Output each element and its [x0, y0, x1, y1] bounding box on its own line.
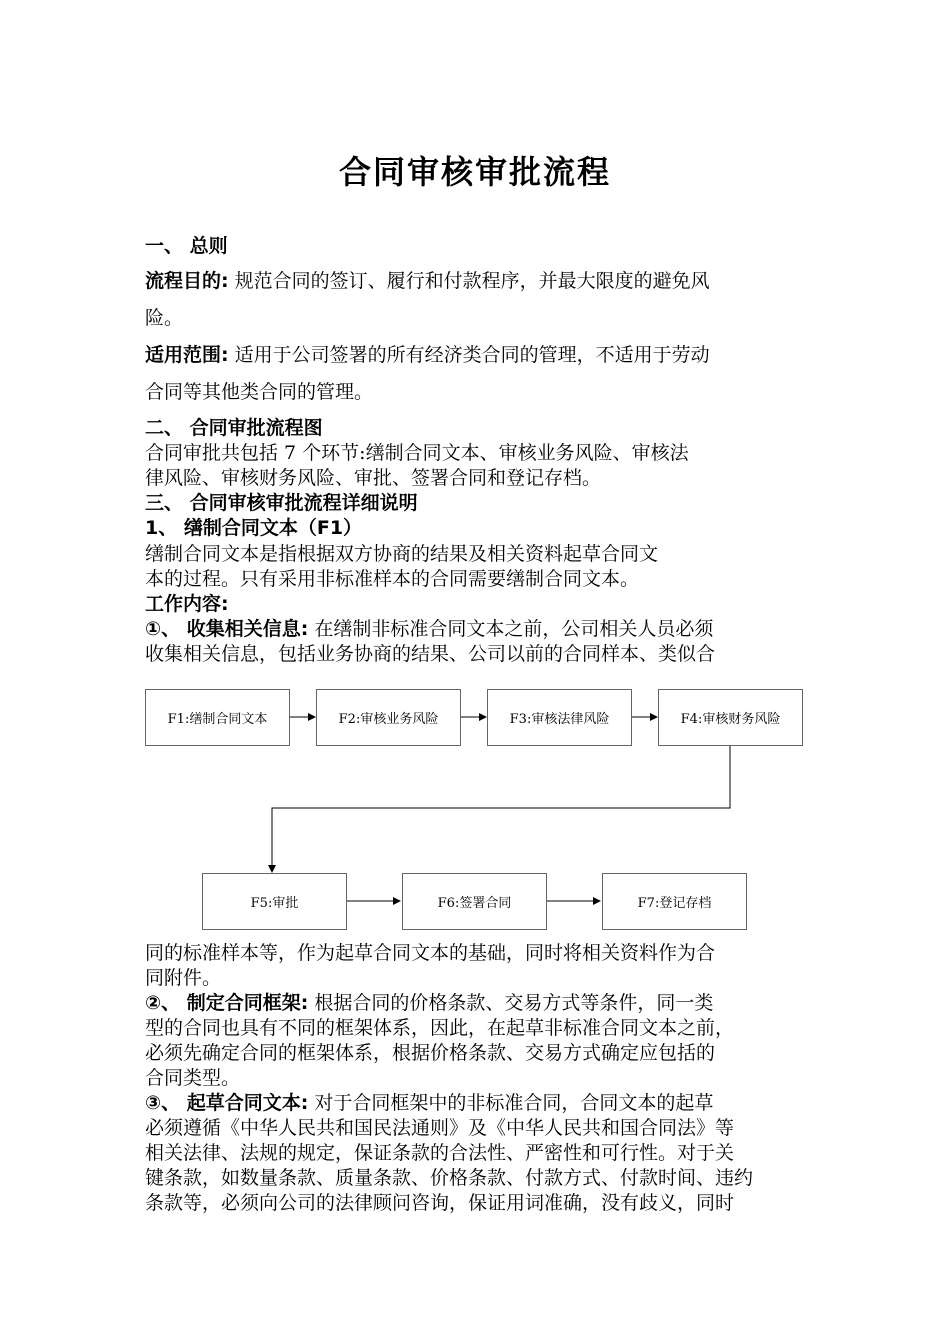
section-2-text-2: 律风险、审核财务风险、审批、签署合同和登记存档。: [145, 467, 602, 489]
arrow-f4-f5: [272, 745, 730, 872]
subsection-1-heading: 1、 缮制合同文本（F1）: [145, 517, 363, 539]
flow-box-f2: F2:审核业务风险: [316, 689, 461, 746]
purpose-line-2: 险。: [145, 307, 184, 329]
work-content-label: 工作内容:: [145, 593, 229, 615]
item-3-text: 对于合同框架中的非标准合同，合同文本的起草: [308, 1092, 714, 1114]
item-2-line-4: 合同类型。: [145, 1067, 241, 1089]
item-1-line-4: 同附件。: [145, 967, 222, 989]
scope-line-1: [145, 342, 815, 368]
item-1-label: ①、 收集相关信息:: [145, 618, 309, 640]
section-3-heading: 三、 合同审核审批流程详细说明: [145, 492, 418, 514]
flow-box-f1: F1:缮制合同文本: [145, 689, 290, 746]
scope-line-2: 合同等其他类合同的管理。: [145, 381, 374, 403]
item-2-line-2: 型的合同也具有不同的框架体系，因此，在起草非标准合同文本之前，: [145, 1017, 735, 1039]
section-2-heading: 二、 合同审批流程图: [145, 417, 323, 439]
scope-text: 适用于公司签署的所有经济类合同的管理，不适用于劳动: [228, 344, 710, 366]
flow-box-f6: F6:签署合同: [402, 873, 547, 930]
flow-box-f7: F7:登记存档: [602, 873, 747, 930]
scope-label: 适用范围:: [145, 344, 229, 366]
purpose-label: 流程目的:: [145, 270, 229, 292]
subsection-1-text-2: 本的过程。只有采用非标准样本的合同需要缮制合同文本。: [145, 568, 640, 590]
flow-box-f4: F4:审核财务风险: [658, 689, 803, 746]
item-1-text: 在缮制非标准合同文本之前，公司相关人员必须: [308, 618, 714, 640]
item-1-line-3: 同的标准样本等，作为起草合同文本的基础，同时将相关资料作为合: [145, 942, 716, 964]
purpose-line-1: [145, 268, 815, 294]
item-2-label: ②、 制定合同框架:: [145, 992, 309, 1014]
item-2-line-1: [145, 990, 815, 1016]
item-2-text: 根据合同的价格条款、交易方式等条件，同一类: [308, 992, 714, 1014]
section-2-text-1: 合同审批共包括 7 个环节:缮制合同文本、审核业务风险、审核法: [145, 442, 689, 464]
item-3-line-4: 键条款，如数量条款、质量条款、价格条款、付款方式、付款时间、违约: [145, 1167, 754, 1189]
item-3-line-2: 必须遵循《中华人民共和国民法通则》及《中华人民共和国合同法》等: [145, 1117, 735, 1139]
item-3-line-5: 条款等，必须向公司的法律顾问咨询，保证用词准确，没有歧义，同时: [145, 1192, 735, 1214]
section-1-heading: 一、 总则: [145, 235, 228, 257]
item-3-label: ③、 起草合同文本:: [145, 1092, 309, 1114]
item-3-line-3: 相关法律、法规的规定，保证条款的合法性、严密性和可行性。对于关: [145, 1142, 735, 1164]
purpose-text: 规范合同的签订、履行和付款程序，并最大限度的避免风: [228, 270, 710, 292]
subsection-1-text-1: 缮制合同文本是指根据双方协商的结果及相关资料起草合同文: [145, 543, 659, 565]
item-1-line-2: 收集相关信息，包括业务协商的结果、公司以前的合同样本、类似合: [145, 643, 716, 665]
page-title: 合同审核审批流程: [338, 153, 611, 191]
item-2-line-3: 必须先确定合同的框架体系，根据价格条款、交易方式确定应包括的: [145, 1042, 716, 1064]
flow-box-f5: F5:审批: [202, 873, 347, 930]
item-1-line-1: [145, 616, 815, 642]
item-3-line-1: [145, 1090, 815, 1116]
flow-box-f3: F3:审核法律风险: [487, 689, 632, 746]
